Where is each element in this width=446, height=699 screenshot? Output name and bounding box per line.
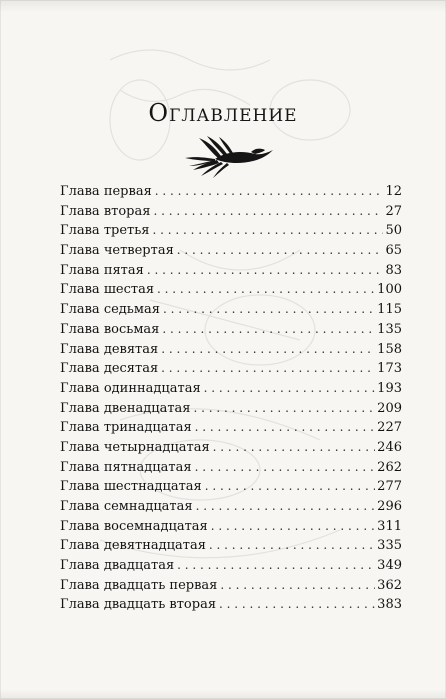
toc-entry[interactable] [60, 202, 402, 222]
toc-entry-label: Глава четырнадцатая [60, 439, 210, 455]
toc-entry-label: Глава седьмая [60, 302, 160, 318]
toc-entry-page-number: 193 [377, 380, 402, 396]
toc-entry-page-number: 246 [377, 439, 402, 455]
toc-entry-page-number: 296 [377, 499, 402, 514]
toc-entry-label: Глава шестая [60, 282, 155, 298]
toc-entry-label: Глава девятая [60, 341, 159, 357]
toc-entry-label: Глава двадцать вторая [60, 597, 217, 613]
toc-entry[interactable] [60, 359, 402, 379]
table-of-contents [60, 182, 402, 615]
toc-entry-label: Глава тринадцатая [60, 420, 192, 436]
toc-entry[interactable] [60, 399, 402, 419]
toc-leader-dots [213, 438, 376, 458]
toc-entry-page-number: 383 [377, 597, 402, 613]
toc-entry-page-number: 209 [377, 400, 402, 416]
toc-entry[interactable] [60, 418, 402, 438]
toc-entry[interactable] [60, 280, 402, 300]
toc-entry-page-number: 27 [385, 203, 402, 219]
toc-entry-label: Глава семнадцатая [60, 499, 193, 514]
toc-entry-page-number: 335 [377, 538, 402, 554]
toc-entry-label: Глава пятая [60, 262, 144, 278]
toc-entry[interactable] [60, 261, 402, 281]
toc-entry[interactable] [60, 300, 402, 320]
toc-entry-label: Глава вторая [60, 203, 151, 219]
toc-leader-dots [209, 536, 375, 556]
toc-leader-dots [177, 241, 384, 261]
toc-entry[interactable] [60, 497, 402, 517]
toc-entry-page-number: 50 [385, 223, 402, 239]
page-top-shadow [0, 0, 446, 12]
toc-leader-dots [162, 320, 375, 340]
toc-entry[interactable] [60, 595, 402, 615]
toc-leader-dots [147, 261, 384, 281]
toc-entry[interactable] [60, 477, 402, 497]
toc-leader-dots [163, 300, 375, 320]
page-title: Оглавление [148, 99, 298, 127]
toc-entry-page-number: 311 [377, 518, 402, 534]
toc-entry-page-number: 262 [377, 459, 402, 475]
toc-leader-dots [153, 221, 384, 241]
toc-leader-dots [161, 340, 375, 360]
toc-entry[interactable] [60, 221, 402, 241]
toc-entry-label: Глава шестнадцатая [60, 479, 202, 495]
toc-leader-dots [153, 202, 383, 222]
toc-entry-page-number: 173 [377, 361, 402, 377]
toc-entry-page-number: 227 [377, 420, 402, 436]
toc-entry[interactable] [60, 320, 402, 340]
swallow-bird-icon [181, 132, 275, 180]
toc-leader-dots [157, 280, 375, 300]
toc-leader-dots [177, 556, 375, 576]
toc-entry-label: Глава восьмая [60, 321, 160, 337]
toc-entry-label: Глава двенадцатая [60, 400, 191, 416]
toc-leader-dots [195, 418, 376, 438]
toc-entry-label: Глава четвертая [60, 243, 174, 259]
toc-entry-label: Глава двадцатая [60, 558, 175, 574]
toc-leader-dots [161, 359, 375, 379]
toc-entry[interactable] [60, 182, 402, 202]
toc-entry-label: Глава третья [60, 223, 150, 239]
toc-entry[interactable] [60, 379, 402, 399]
toc-entry-page-number: 362 [377, 577, 402, 593]
toc-entry-page-number: 83 [385, 262, 402, 278]
toc-leader-dots [195, 458, 376, 478]
toc-entry[interactable] [60, 576, 402, 596]
toc-entry[interactable] [60, 517, 402, 537]
page-bottom-shadow [0, 689, 446, 699]
toc-entry-label: Глава восемнадцатая [60, 518, 208, 534]
toc-leader-dots [194, 399, 376, 419]
toc-entry-page-number: 115 [377, 302, 402, 318]
toc-entry-page-number: 12 [385, 184, 402, 199]
toc-entry-page-number: 349 [377, 558, 402, 574]
toc-entry-label: Глава одиннадцатая [60, 380, 201, 396]
toc-entry[interactable] [60, 340, 402, 360]
toc-leader-dots [220, 576, 375, 596]
toc-leader-dots [219, 595, 375, 615]
toc-leader-dots [211, 517, 375, 537]
toc-entry-page-number: 65 [385, 243, 402, 259]
toc-entry-label: Глава первая [60, 184, 152, 199]
toc-entry[interactable] [60, 458, 402, 478]
toc-entry[interactable] [60, 556, 402, 576]
toc-entry-page-number: 158 [377, 341, 402, 357]
toc-leader-dots [205, 477, 375, 497]
toc-entry-page-number: 100 [377, 282, 402, 298]
toc-entry-label: Глава десятая [60, 361, 159, 377]
toc-leader-dots [155, 182, 384, 202]
toc-entry-page-number: 277 [377, 479, 402, 495]
toc-leader-dots [204, 379, 376, 399]
toc-entry-label: Глава девятнадцатая [60, 538, 206, 554]
toc-entry-page-number: 135 [377, 321, 402, 337]
toc-entry[interactable] [60, 536, 402, 556]
toc-leader-dots [196, 497, 376, 517]
toc-entry[interactable] [60, 438, 402, 458]
toc-entry-label: Глава двадцать первая [60, 577, 218, 593]
toc-entry[interactable] [60, 241, 402, 261]
toc-entry-label: Глава пятнадцатая [60, 459, 192, 475]
